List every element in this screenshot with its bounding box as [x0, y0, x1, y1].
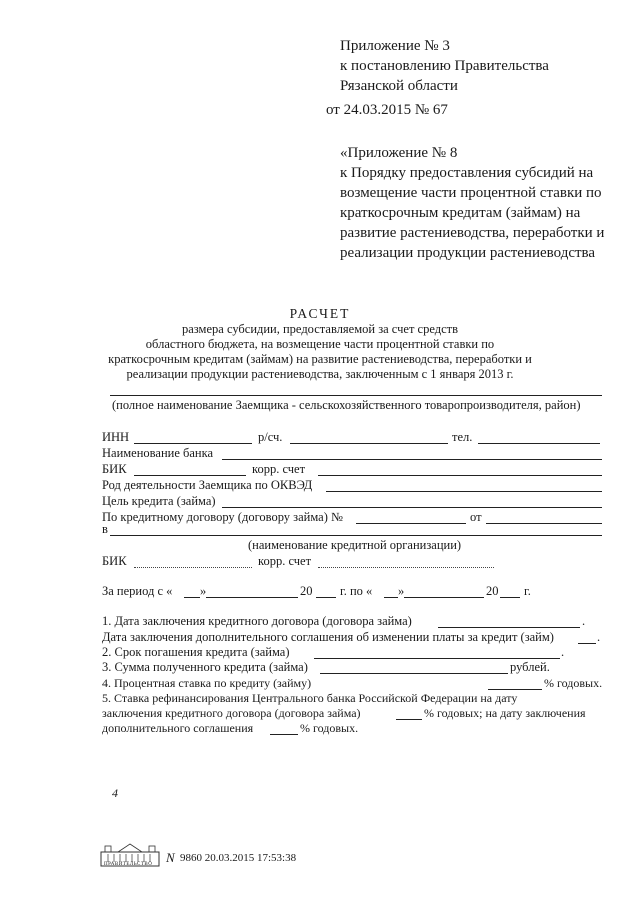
bik2-field: [134, 567, 252, 568]
item-1b-field: [578, 643, 596, 644]
period-to-label: г. по «: [340, 584, 373, 598]
period-start-year: [316, 597, 336, 598]
item-1: 1. Дата заключения кредитного договора (договора займа): [102, 614, 412, 628]
item-4-field: [488, 689, 542, 690]
period-year-prefix: 20: [486, 584, 499, 598]
tel-field: [478, 443, 600, 444]
korr-field: [318, 475, 602, 476]
rs-field: [290, 443, 448, 444]
credit-org-caption: (наименование кредитной организации): [248, 538, 462, 552]
item-2: 2. Срок погашения кредита (займа): [102, 645, 290, 659]
subtitle-line: размера субсидии, предоставляемой за счет средств: [182, 322, 458, 336]
item-2-end: .: [561, 645, 565, 659]
signature-mark: N: [166, 850, 175, 865]
subtitle-line: областного бюджета, на возмещение части процентной ставки по: [145, 337, 495, 351]
period-start-month: [206, 597, 298, 598]
borrower-caption: (полное наименование Заемщика - сельскохозяйственного товаропроизводителя, район): [112, 398, 581, 412]
appendix8-line: реализации продукции растениеводства: [340, 245, 596, 261]
contract-number-field: [356, 523, 466, 524]
item-3-field: [320, 673, 508, 674]
subtitle-line: краткосрочным кредитам (займам) на развитие растениеводства, переработки и: [108, 352, 532, 366]
item-5-line3-end: % годовых.: [300, 721, 359, 735]
item-1-end: .: [582, 614, 586, 628]
bik-field: [134, 475, 246, 476]
page-number: 4: [112, 786, 118, 800]
item-3-end: рублей.: [510, 660, 550, 674]
appendix8-title: «Приложение № 8: [340, 145, 458, 161]
contract-date-field: [486, 523, 602, 524]
resolution-reference: к постановлению Правительства: [340, 58, 549, 74]
item-5-refinancing-rate-field: [396, 719, 422, 720]
period-end-month: [404, 597, 484, 598]
bank-label: Наименование банка: [102, 446, 214, 460]
korr2-field: [318, 567, 494, 568]
appendix8-line: к Порядку предоставления субсидий на: [340, 165, 594, 181]
region-name: Рязанской области: [340, 78, 458, 94]
goal-field: [222, 507, 602, 508]
okved-label: Род деятельности Заемщика по ОКВЭД: [102, 478, 313, 492]
item-5: 5. Ставка рефинансирования Центрального банка Российской Федерации на дату: [102, 691, 518, 705]
credit-org-field: [110, 535, 602, 536]
item-5-line2-end: % годовых; на дату заключения: [424, 706, 586, 720]
period-year-suffix: г.: [524, 584, 531, 598]
period-quote: »: [398, 584, 405, 598]
document-title: РАСЧЕТ: [289, 306, 351, 321]
bik-label: БИК: [102, 462, 127, 476]
period-end-day: [384, 597, 398, 598]
appendix8-line: возмещение части процентной ставки по: [340, 185, 602, 201]
goal-label: Цель кредита (займа): [102, 494, 216, 508]
okved-field: [326, 491, 602, 492]
rs-label: р/сч.: [258, 430, 283, 444]
item-3: 3. Сумма полученного кредита (займа): [102, 660, 308, 674]
tel-label: тел.: [452, 430, 473, 444]
appendix8-line: краткосрочным кредитам (займам) на: [340, 205, 581, 221]
period-quote: »: [200, 584, 207, 598]
item-4: 4. Процентная ставка по кредиту (займу): [102, 676, 312, 690]
inn-field: [134, 443, 252, 444]
stamp-text: ПРАВИТЕЛЬСТВО: [104, 862, 153, 867]
item-4-end: % годовых.: [544, 676, 603, 690]
item-5-line3: дополнительного соглашения: [102, 721, 254, 735]
korr2-label: корр. счет: [258, 554, 312, 568]
item-1-field: [438, 627, 580, 628]
bank-field: [222, 459, 602, 460]
period-end-year: [500, 597, 520, 598]
bik2-label: БИК: [102, 554, 127, 568]
credit-org-prefix: в: [102, 522, 108, 536]
inn-label: ИНН: [102, 430, 130, 444]
registration-number: 9860 20.03.2015 17:53:38: [180, 852, 297, 864]
appendix8-line: развитие растениеводства, переработки и: [340, 225, 605, 241]
appendix-number: Приложение № 3: [340, 38, 450, 54]
contract-label: По кредитному договору (договору займа) №: [102, 510, 343, 524]
period-label: За период с «: [102, 584, 173, 598]
item-5-agreement-rate-field: [270, 734, 298, 735]
borrower-name-line: [110, 395, 602, 396]
item-1b: Дата заключения дополнительного соглашения об изменении платы за кредит (займ): [102, 630, 554, 644]
subtitle-line: реализации продукции растениеводства, заключенным с 1 января 2013 г.: [126, 367, 514, 381]
period-year-prefix: 20: [300, 584, 313, 598]
contract-from-label: от: [470, 510, 482, 524]
item-1b-end: .: [597, 630, 601, 644]
resolution-date: от 24.03.2015 № 67: [326, 102, 448, 118]
korr-label: корр. счет: [252, 462, 306, 476]
item-2-field: [314, 658, 560, 659]
period-start-day: [184, 597, 200, 598]
item-5-line2: заключения кредитного договора (договора займа): [102, 706, 361, 720]
